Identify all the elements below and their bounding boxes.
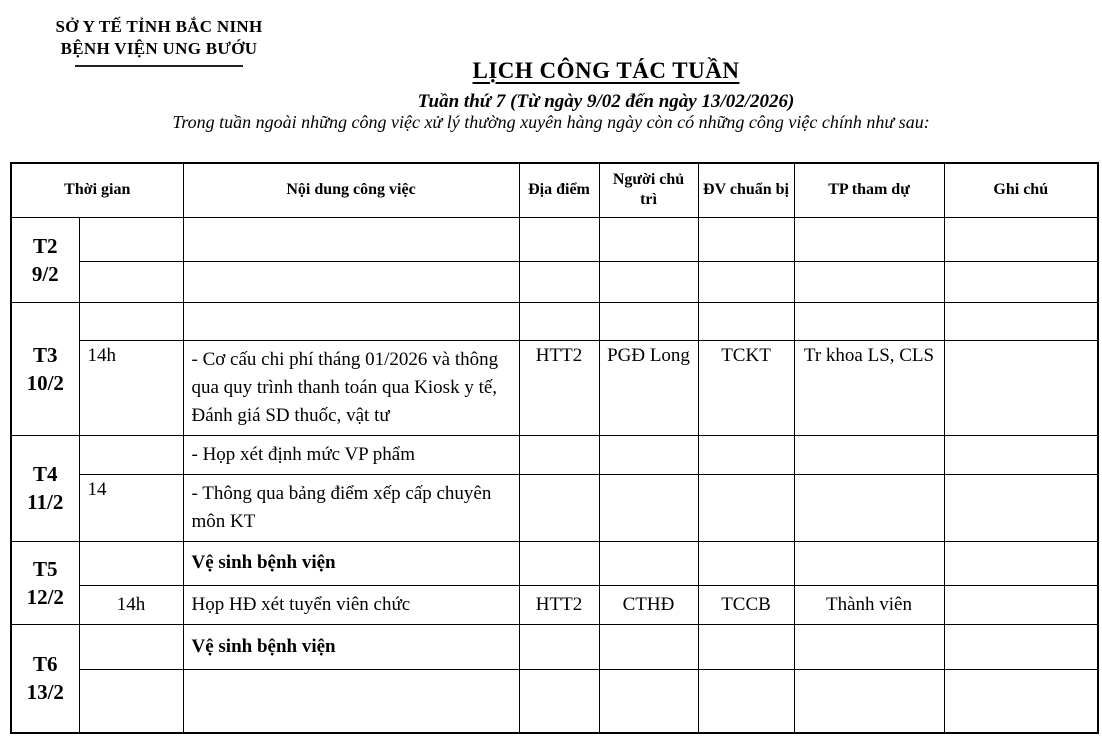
- time-cell: [79, 261, 183, 302]
- attendees-cell: [794, 541, 944, 585]
- time-cell: [79, 435, 183, 474]
- content-cell: [183, 261, 519, 302]
- attendees-cell: Thành viên: [794, 585, 944, 624]
- day-label: T6: [32, 652, 58, 677]
- page-title: LỊCH CÔNG TÁC TUẦN: [472, 58, 740, 83]
- content-cell: [183, 669, 519, 733]
- attendees-cell: [794, 261, 944, 302]
- note-cell: [944, 474, 1098, 541]
- prep-cell: [698, 624, 794, 669]
- location-cell: HTT2: [519, 585, 599, 624]
- location-cell: [519, 302, 599, 340]
- chair-cell: CTHĐ: [599, 585, 698, 624]
- attendees-cell: [794, 217, 944, 261]
- header-row: [11, 163, 1098, 217]
- day-cell-T2: [11, 217, 79, 302]
- chair-cell: [599, 302, 698, 340]
- schedule-row-T2-1: [11, 217, 1098, 261]
- note-cell: [944, 302, 1098, 340]
- attendees-cell: [794, 669, 944, 733]
- intro-note: Trong tuần ngoài những công việc xử lý thường xuyên hàng ngày còn có những công việc chính như sau:: [172, 112, 930, 132]
- title-block: [110, 58, 1102, 113]
- time-cell: 14: [79, 474, 183, 541]
- schedule-row-T5-1: [11, 541, 1098, 585]
- time-cell: [79, 302, 183, 340]
- time-cell: [79, 217, 183, 261]
- chair-cell: [599, 669, 698, 733]
- chair-cell: [599, 435, 698, 474]
- location-cell: [519, 435, 599, 474]
- week-subtitle: Tuần thứ 7 (Từ ngày 9/02 đến ngày 13/02/2026): [417, 91, 795, 112]
- location-cell: [519, 261, 599, 302]
- prep-cell: TCCB: [698, 585, 794, 624]
- time-cell: 14h: [79, 340, 183, 435]
- day-date: 11/2: [27, 490, 64, 514]
- attendees-cell: [794, 474, 944, 541]
- location-cell: [519, 474, 599, 541]
- schedule-row-T3-2: [11, 340, 1098, 435]
- content-cell: Vệ sinh bệnh viện: [183, 541, 519, 585]
- schedule-table: [10, 162, 1099, 734]
- org-line-1: SỞ Y TẾ TỈNH BẮC NINH: [55, 17, 263, 36]
- header-time: Thời gian: [11, 163, 183, 217]
- prep-cell: [698, 669, 794, 733]
- chair-cell: [599, 217, 698, 261]
- chair-cell: [599, 474, 698, 541]
- day-label: T4: [32, 462, 58, 486]
- note-cell: [944, 624, 1098, 669]
- day-date: 12/2: [26, 584, 64, 609]
- location-cell: [519, 217, 599, 261]
- schedule-row-T6-1: [11, 624, 1098, 669]
- prep-cell: TCKT: [698, 340, 794, 435]
- attendees-cell: [794, 624, 944, 669]
- location-cell: HTT2: [519, 340, 599, 435]
- content-cell: [183, 302, 519, 340]
- schedule-row-T3-1: [11, 302, 1098, 340]
- org-line-2: BỆNH VIỆN UNG BƯỚU: [60, 39, 258, 58]
- time-cell: [79, 541, 183, 585]
- chair-cell: PGĐ Long: [599, 340, 698, 435]
- day-cell-T3: [11, 302, 79, 435]
- prep-cell: [698, 474, 794, 541]
- location-cell: [519, 624, 599, 669]
- header-chair: Người chủ trì: [599, 163, 698, 217]
- prep-cell: [698, 435, 794, 474]
- schedule-row-T4-2: [11, 474, 1098, 541]
- note-cell: [944, 435, 1098, 474]
- day-date: 10/2: [26, 370, 64, 395]
- note-cell: [944, 340, 1098, 435]
- schedule-row-T2-2: [11, 261, 1098, 302]
- content-cell: - Họp xét định mức VP phẩm: [183, 435, 519, 474]
- schedule-row-T5-2: [11, 585, 1098, 624]
- content-cell: Vệ sinh bệnh viện: [183, 624, 519, 669]
- schedule-row-T4-1: [11, 435, 1098, 474]
- prep-cell: [698, 541, 794, 585]
- time-cell: 14h: [79, 585, 183, 624]
- location-cell: [519, 669, 599, 733]
- note-cell: [944, 541, 1098, 585]
- note-cell: [944, 585, 1098, 624]
- day-date: 13/2: [26, 680, 64, 705]
- time-cell: [79, 669, 183, 733]
- day-label: T5: [32, 556, 58, 581]
- day-date: 9/2: [31, 261, 59, 286]
- time-cell: [79, 624, 183, 669]
- prep-cell: [698, 261, 794, 302]
- chair-cell: [599, 261, 698, 302]
- day-cell-T4: [11, 435, 79, 541]
- day-cell-T5: [11, 541, 79, 624]
- header-prep: ĐV chuẩn bị: [698, 163, 794, 217]
- attendees-cell: [794, 302, 944, 340]
- header-note: Ghi chú: [944, 163, 1098, 217]
- day-label: T2: [32, 233, 58, 258]
- content-cell: - Cơ cấu chi phí tháng 01/2026 và thông qua quy trình thanh toán qua Kiosk y tế, Đánh giá SD thuốc, vật tư: [183, 340, 519, 435]
- location-cell: [519, 541, 599, 585]
- schedule-row-T6-2: [11, 669, 1098, 733]
- day-cell-T6: [11, 624, 79, 733]
- note-cell: [944, 261, 1098, 302]
- content-cell: - Thông qua bảng điểm xếp cấp chuyên môn KT: [183, 474, 519, 541]
- prep-cell: [698, 217, 794, 261]
- header-content: Nội dung công việc: [183, 163, 519, 217]
- note-cell: [944, 217, 1098, 261]
- content-cell: Họp HĐ xét tuyển viên chức: [183, 585, 519, 624]
- header-location: Địa điểm: [519, 163, 599, 217]
- chair-cell: [599, 624, 698, 669]
- day-label: T3: [32, 342, 58, 367]
- chair-cell: [599, 541, 698, 585]
- attendees-cell: [794, 435, 944, 474]
- header-attendees: TP tham dự: [794, 163, 944, 217]
- content-cell: [183, 217, 519, 261]
- note-cell: [944, 669, 1098, 733]
- attendees-cell: Tr khoa LS, CLS: [794, 340, 944, 435]
- prep-cell: [698, 302, 794, 340]
